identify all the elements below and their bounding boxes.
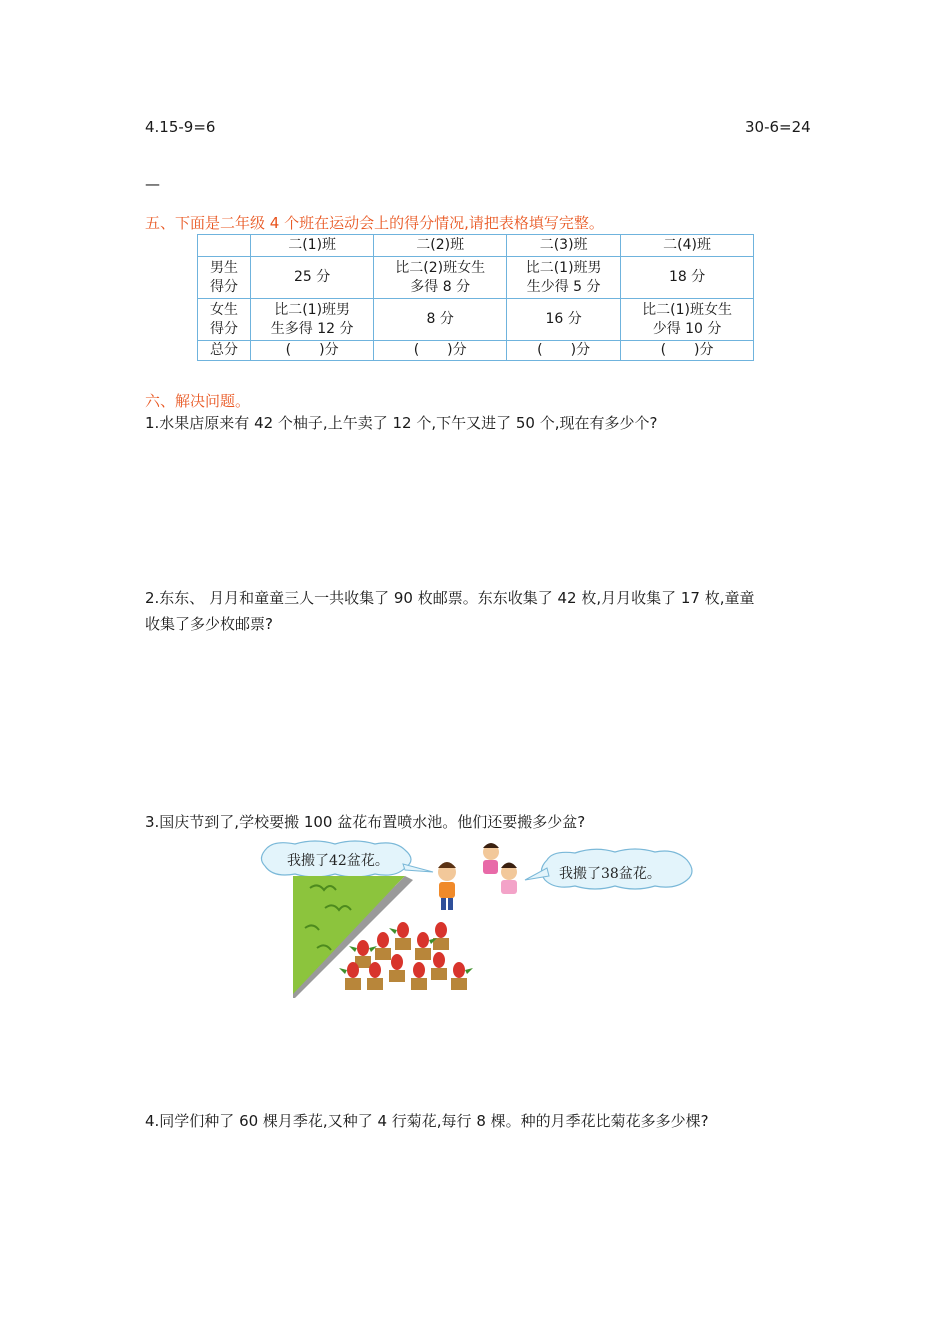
question-2-line1: 2.东东、 月月和童童三人一共收集了 90 枚邮票。东东收集了 42 枚,月月收集了 17 枚,童童 [145,589,755,607]
row-label: 女生 得分 [198,299,251,341]
table-row-girls [198,299,754,341]
question-1: 1.水果店原来有 42 个柚子,上午卖了 12 个,下午又进了 50 个,现在有多少个? [145,414,658,432]
table-row-total [198,341,754,361]
table-cell: 16 分 [507,299,621,341]
answer-left: 4.15-9=6 [145,118,216,136]
header-cell: 二(2)班 [374,235,507,257]
question-2-line2: 收集了多少枚邮票? [145,615,273,633]
table-cell: 比二(1)班女生 少得 10 分 [621,299,754,341]
children-figures [438,843,517,910]
question-4: 4.同学们种了 60 棵月季花,又种了 4 行菊花,每行 8 棵。种的月季花比菊花多多少棵? [145,1112,709,1130]
header-cell: 二(3)班 [507,235,621,257]
header-cell: 二(1)班 [251,235,374,257]
table-cell: 25 分 [251,257,374,299]
header-cell: 二(4)班 [621,235,754,257]
table-cell: 比二(1)班男 生少得 5 分 [507,257,621,299]
flower-moving-illustration [255,838,695,998]
table-cell: 8 分 [374,299,507,341]
header-cell [198,235,251,257]
table-cell: ( )分 [374,341,507,361]
table-header-row [198,235,754,257]
section5-title: 五、下面是二年级 4 个班在运动会上的得分情况,请把表格填写完整。 [145,214,604,232]
score-table [197,234,754,361]
answer-right: 30-6=24 [745,118,811,136]
dash-mark: — [145,175,160,193]
row-label: 总分 [198,341,251,361]
table-cell: ( )分 [621,341,754,361]
speech-bubble-right [525,849,692,889]
row-label: 男生 得分 [198,257,251,299]
table-cell: ( )分 [507,341,621,361]
speech-bubble-left [261,841,433,877]
bubble-left-text: 我搬了42盆花。 [287,853,389,869]
table-cell: 比二(1)班男 生多得 12 分 [251,299,374,341]
bubble-right-text: 我搬了38盆花。 [559,866,661,882]
table-cell: ( )分 [251,341,374,361]
table-cell: 比二(2)班女生 多得 8 分 [374,257,507,299]
table-cell: 18 分 [621,257,754,299]
question-3: 3.国庆节到了,学校要搬 100 盆花布置喷水池。他们还要搬多少盆? [145,813,586,831]
table-row-boys [198,257,754,299]
section6-title: 六、解决问题。 [145,392,251,410]
